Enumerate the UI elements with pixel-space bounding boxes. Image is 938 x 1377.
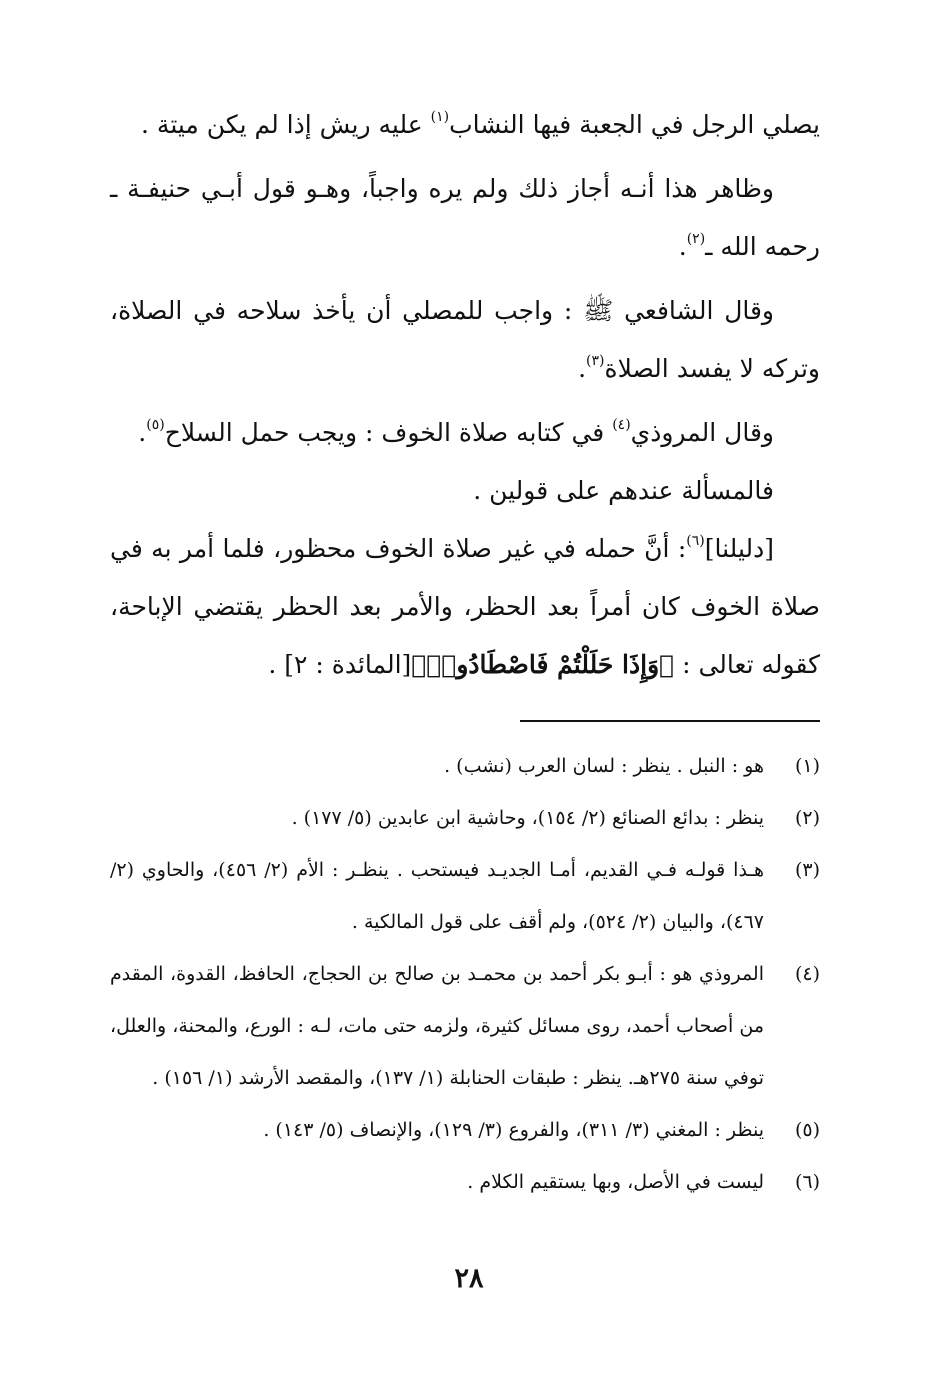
footnote-5 [110,1104,820,1156]
footnote-number: (٣) [794,859,820,881]
footnote-4 [110,948,820,1104]
footnote-2 [110,792,820,844]
footnote-text: ليست في الأصل، وبها يستقيم الكلام . [467,1171,764,1193]
text: وقال الشافعي ﷺ : واجب للمصلي أن يأخذ سلاحه في الصلاة، وتركه لا يفسد الصلاة [110,296,820,383]
text: . [578,354,587,383]
quran-verse: ﴿وَإِذَا حَلَلْتُمْ فَاصْطَادُوا۟﴾ [411,650,675,679]
footnote-number: (٤) [794,963,820,985]
paragraph-1 [110,96,820,154]
book-page [110,96,820,1337]
footnote-number: (١) [794,755,820,777]
text: يصلي الرجل في الجعبة فيها النشاب [449,110,820,139]
page-number: ٢٨ [454,1263,484,1294]
footnote-ref-1: (١) [430,109,450,125]
paragraph-3 [110,282,820,398]
footnote-text: هو : النبل . ينظر : لسان العرب (نشب) . [444,755,764,777]
text: : أنَّ حمله في غير صلاة الخوف محظور، فلما أمر به في صلاة الخوف كان أمراً بعد الحظر، والأمر بعد الحظر يقتضي الإباحة، كقوله تعالى : [110,534,820,679]
footnote-ref-3: (٣) [586,353,605,369]
footnote-text: هـذا قولـه فـي القديم، أمـا الجديـد فيستحب . ينظـر : الأم (٢/ ٤٥٦)، والحاوي (٢/ ٤٦٧)، والبيان (٢/ ٥٢٤)، ولم أقف على قول المالكية . [110,859,765,933]
paragraph-4 [110,404,820,462]
footnotes-list [110,740,820,1208]
footnote-ref-6: (٦) [686,533,705,549]
footnote-ref-5: (٥) [146,417,165,433]
text: . [138,418,147,447]
text: وظاهر هذا أنـه أجاز ذلك ولم يره واجباً، وهـو قول أبـي حنيفـة ـ رحمه الله ـ [110,174,820,261]
footnote-ref-4: (٤) [612,417,631,433]
footnote-text: ينظر : بدائع الصنائع (٢/ ١٥٤)، وحاشية ابن عابدين (٥/ ١٧٧) . [291,807,764,829]
text: في كتابه صلاة الخوف : ويجب حمل السلاح [164,418,613,447]
text: [المائدة : ٢] . [268,650,412,679]
footnote-6 [110,1156,820,1208]
footnote-text: المروذي هو : أبـو بكر أحمد بن محمـد بن صالح بن الحجاج، الحافظ، القدوة، المقدم من أصحاب أحمد، روى مسائل كثيرة، ولزمه حتى مات، لـه : الورع، والمحنة، والعلل، توفي سنة ٢٧٥هـ. ينظر : طبقات الحنابلة (١/ ١٣٧)، والمقصد الأرشد (١/ ١٥٦) . [110,963,764,1089]
text: . [678,232,687,261]
footnote-number: (٢) [794,807,820,829]
text: وقال المروذي [630,418,774,447]
footnote-text: ينظر : المغني (٣/ ٣١١)، والفروع (٣/ ١٢٩)، والإنصاف (٥/ ١٤٣) . [263,1119,764,1141]
paragraph-6 [110,520,820,694]
text: عليه ريش إذا لم يكن ميتة . [141,110,431,139]
footnote-number: (٥) [794,1119,820,1141]
footnote-number: (٦) [794,1171,820,1193]
paragraph-2 [110,160,820,276]
footnote-3 [110,844,820,948]
main-text [110,96,820,694]
footnote-1 [110,740,820,792]
footnote-separator [520,720,820,722]
paragraph-5: فالمسألة عندهم على قولين . [473,476,774,505]
text: [دليلنا] [704,534,774,563]
footnote-ref-2: (٢) [686,231,706,247]
